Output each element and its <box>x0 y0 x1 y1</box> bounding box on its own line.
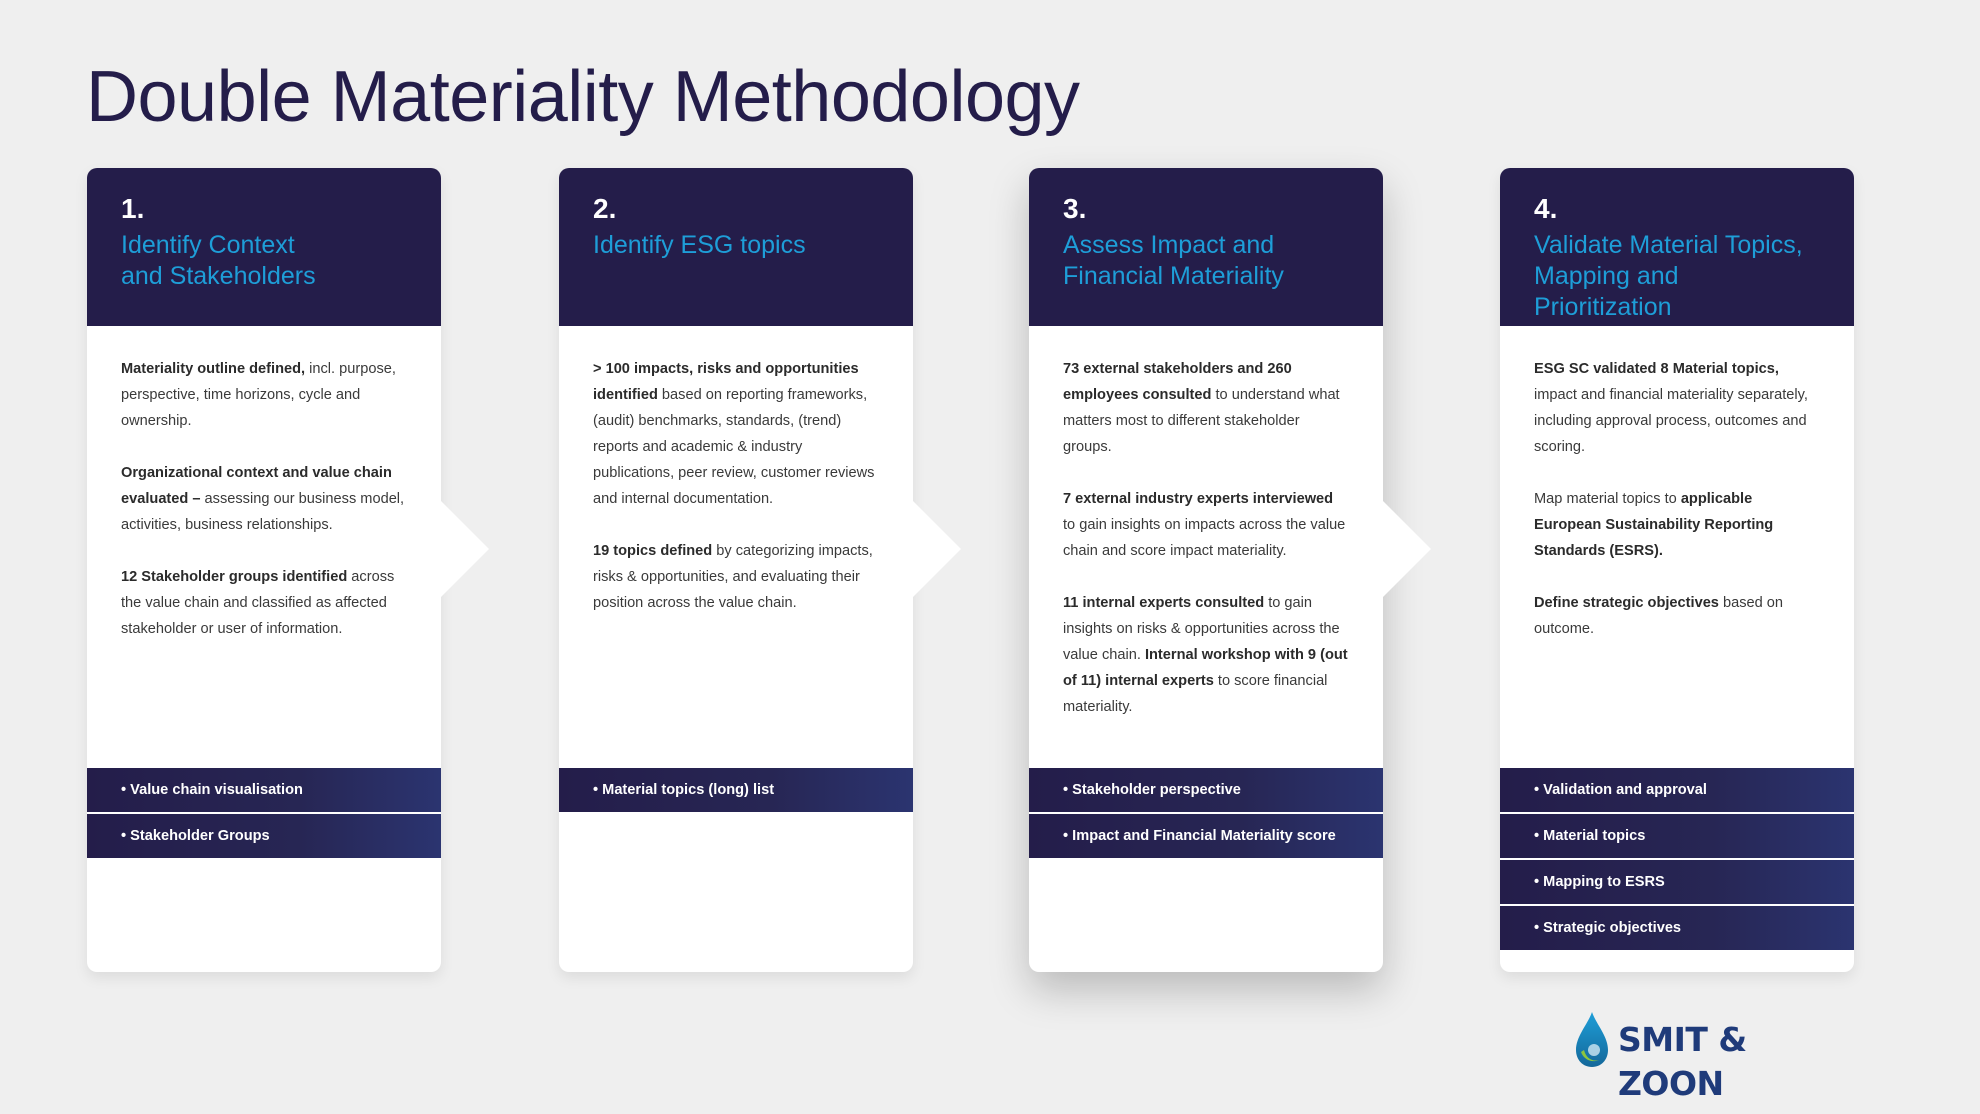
step-description <box>1500 326 1854 642</box>
step-paragraph <box>1534 590 1820 642</box>
step-paragraph <box>121 564 407 642</box>
step-outputs <box>559 768 913 814</box>
output-item: • Material topics <box>1500 814 1854 858</box>
arrow-right-icon <box>1383 501 1431 597</box>
step-description <box>1029 326 1383 720</box>
body-text: to understand what matters most to different stakeholder groups. <box>1063 387 1340 455</box>
body-text: by categorizing impacts, risks & opportunities, and evaluating their position across the value chain. <box>593 543 873 611</box>
step-paragraph <box>1063 590 1349 720</box>
body-text: incl. purpose, perspective, time horizons, cycle and ownership. <box>121 361 396 429</box>
step-heading: Identify ESG topics <box>593 231 806 259</box>
emphasis-text: 12 Stakeholder groups identified <box>121 569 348 585</box>
step-paragraph <box>593 356 879 512</box>
page-title: Double Materiality Methodology <box>86 57 1080 137</box>
body-text: assessing our business model, activities, business relationships. <box>121 491 405 533</box>
output-item: • Value chain visualisation <box>87 768 441 812</box>
step-paragraph <box>121 356 407 434</box>
step-paragraph <box>1534 356 1820 460</box>
logo-wordmark: SMIT & ZOON <box>1618 1020 1747 1103</box>
output-item: • Validation and approval <box>1500 768 1854 812</box>
step-paragraph <box>1063 486 1349 564</box>
step-paragraph <box>1063 356 1349 460</box>
emphasis-text: Internal workshop with 9 (out of 11) internal experts <box>1063 647 1348 689</box>
emphasis-text: Define strategic objectives <box>1534 595 1719 611</box>
step-number: 3. <box>1063 193 1087 224</box>
step-number: 2. <box>593 193 617 224</box>
step-header <box>1029 168 1383 326</box>
step-paragraph <box>121 460 407 538</box>
emphasis-text: 11 internal experts consulted <box>1063 595 1265 611</box>
output-item: • Stakeholder Groups <box>87 814 441 858</box>
output-item: • Strategic objectives <box>1500 906 1854 950</box>
emphasis-text: Organizational context and value chain evaluated – <box>121 465 392 507</box>
step-header <box>87 168 441 326</box>
step-header <box>559 168 913 326</box>
step-outputs <box>1029 768 1383 860</box>
emphasis-text: 73 external stakeholders and 260 employees consulted <box>1063 361 1292 403</box>
step-card-1 <box>87 168 441 972</box>
step-description <box>559 326 913 616</box>
arrow-right-icon <box>441 501 489 597</box>
body-text: to score financial materiality. <box>1063 673 1328 715</box>
emphasis-text: applicable European Sustainability Reporting Standards (ESRS). <box>1534 491 1774 559</box>
output-item: • Material topics (long) list <box>559 768 913 812</box>
step-outputs <box>1500 768 1854 952</box>
step-heading: Identify Context and Stakeholders <box>121 231 316 290</box>
body-text: Map material topics to <box>1534 491 1681 507</box>
step-heading: Assess Impact and Financial Materiality <box>1063 231 1284 290</box>
company-logo <box>1570 1010 1855 1103</box>
step-card-3 <box>1029 168 1383 972</box>
arrow-right-icon <box>913 501 961 597</box>
step-description <box>87 326 441 642</box>
output-item: • Impact and Financial Materiality score <box>1029 814 1383 858</box>
output-item: • Mapping to ESRS <box>1500 860 1854 904</box>
body-text: based on outcome. <box>1534 595 1784 637</box>
body-text: to gain insights on risks & opportunities across the value chain. <box>1063 595 1340 663</box>
body-text: to gain insights on impacts across the value chain and score impact materiality. <box>1063 517 1346 559</box>
step-card-4 <box>1500 168 1854 972</box>
step-outputs <box>87 768 441 860</box>
emphasis-text: Materiality outline defined, <box>121 361 306 377</box>
emphasis-text: 7 external industry experts interviewed <box>1063 491 1334 507</box>
step-paragraph <box>593 538 879 616</box>
step-paragraph <box>1534 486 1820 564</box>
step-number: 1. <box>121 193 145 224</box>
emphasis-text: > 100 impacts, risks and opportunities identified <box>593 361 859 403</box>
body-text: across the value chain and classified as affected stakeholder or user of information. <box>121 569 395 637</box>
output-item: • Stakeholder perspective <box>1029 768 1383 812</box>
emphasis-text: ESG SC validated 8 Material topics, <box>1534 361 1779 377</box>
step-number: 4. <box>1534 193 1558 224</box>
step-heading: Validate Material Topics, Mapping and Prioritization <box>1534 231 1803 321</box>
water-drop-crown-icon <box>1570 1010 1614 1070</box>
emphasis-text: 19 topics defined <box>593 543 713 559</box>
step-card-2 <box>559 168 913 972</box>
body-text: based on reporting frameworks, (audit) benchmarks, standards, (trend) reports and academic & industry publications, peer review, customer reviews and internal documentation. <box>593 387 875 507</box>
body-text: impact and financial materiality separately, including approval process, outcomes and scoring. <box>1534 387 1808 455</box>
step-header <box>1500 168 1854 326</box>
